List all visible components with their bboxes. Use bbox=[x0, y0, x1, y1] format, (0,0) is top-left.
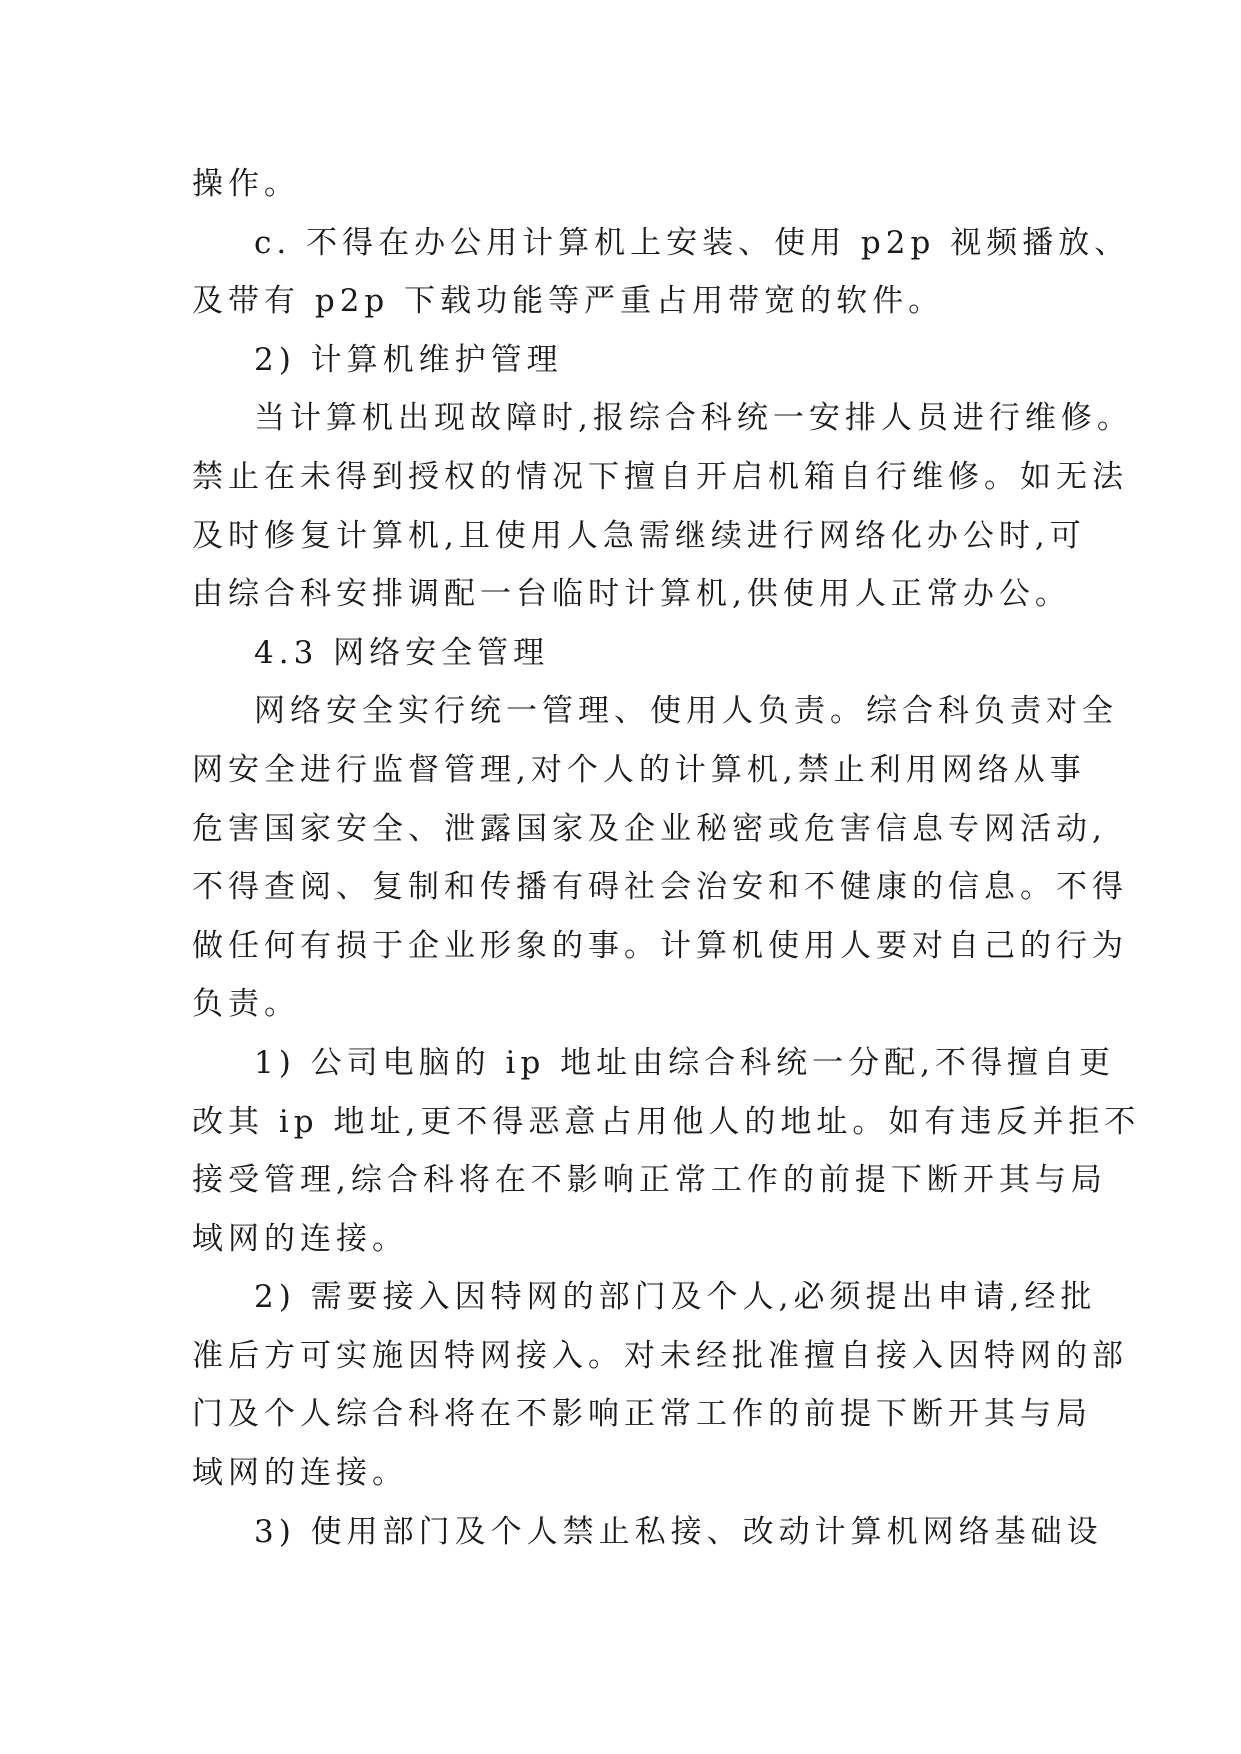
text-line: 及带有 p2p 下载功能等严重占用带宽的软件。 bbox=[192, 283, 945, 320]
text-line: 负责。 bbox=[192, 986, 300, 1023]
text-line: 改其 ip 地址,更不得恶意占用他人的地址。如有违反并拒不 bbox=[192, 1103, 1141, 1140]
text-line: 域网的连接。 bbox=[192, 1455, 408, 1492]
text-line: c. 不得在办公用计算机上安装、使用 p2p 视频播放、 bbox=[254, 224, 1131, 261]
text-line: 门及个人综合科将在不影响正常工作的前提下断开其与局 bbox=[192, 1396, 1092, 1433]
text-line: 由综合科安排调配一台临时计算机,供使用人正常办公。 bbox=[192, 576, 1071, 613]
text-line: 域网的连接。 bbox=[192, 1220, 408, 1257]
text-line: 禁止在未得到授权的情况下擅自开启机箱自行维修。如无法 bbox=[192, 458, 1128, 495]
text-line: 网安全进行监督管理,对个人的计算机,禁止利用网络从事 bbox=[192, 751, 1086, 788]
text-line: 操作。 bbox=[192, 166, 300, 202]
text-line: 不得查阅、复制和传播有碍社会治安和不健康的信息。不得 bbox=[192, 869, 1128, 906]
text-line: 当计算机出现故障时,报综合科统一安排人员进行维修。 bbox=[254, 400, 1133, 437]
text-line: 3) 使用部门及个人禁止私接、改动计算机网络基础设 bbox=[254, 1513, 1103, 1550]
text-line: 网络安全实行统一管理、使用人负责。综合科负责对全 bbox=[254, 693, 1118, 730]
text-line: 准后方可实施因特网接入。对未经批准擅自接入因特网的部 bbox=[192, 1337, 1128, 1374]
text-line: 做任何有损于企业形象的事。计算机使用人要对自己的行为 bbox=[192, 927, 1128, 964]
text-line: 及时修复计算机,且使用人急需继续进行网络化办公时,可 bbox=[192, 517, 1086, 554]
text-line: 接受管理,综合科将在不影响正常工作的前提下断开其与局 bbox=[192, 1162, 1107, 1199]
document-body bbox=[192, 155, 1141, 1561]
section-heading: 4.3 网络安全管理 bbox=[254, 634, 550, 671]
section-heading: 2) 计算机维护管理 bbox=[254, 341, 563, 378]
text-line: 危害国家安全、泄露国家及企业秘密或危害信息专网活动, bbox=[192, 810, 1107, 847]
text-line: 2) 需要接入因特网的部门及个人,必须提出申请,经批 bbox=[254, 1279, 1097, 1316]
text-line: 1) 公司电脑的 ip 地址由综合科统一分配,不得擅自更 bbox=[254, 1044, 1115, 1081]
